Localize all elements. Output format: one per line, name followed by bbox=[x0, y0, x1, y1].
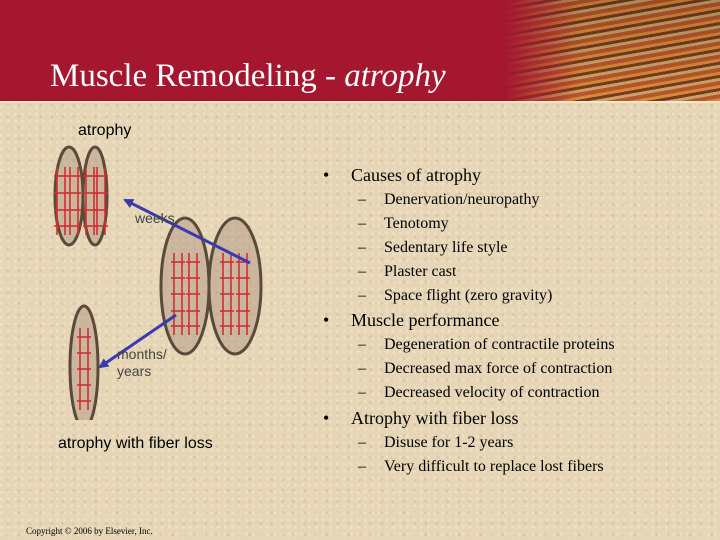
sub-bullet: – Denervation/neuropathy bbox=[358, 191, 540, 208]
sub-bullet: – Sedentary life style bbox=[358, 239, 508, 256]
sub-bullet: – Tenotomy bbox=[358, 215, 449, 232]
bullet-performance: • Muscle performance bbox=[323, 310, 500, 330]
sub-bullet: – Plaster cast bbox=[358, 263, 457, 280]
label-months-years bbox=[117, 346, 167, 380]
slide-title-main: Muscle Remodeling - bbox=[50, 58, 345, 94]
muscle-fiber bbox=[209, 218, 261, 354]
decorative-texture-image bbox=[505, 0, 720, 103]
sub-bullet: – Space flight (zero gravity) bbox=[358, 287, 553, 304]
sub-bullet: – Disuse for 1-2 years bbox=[358, 434, 514, 451]
label-weeks: weeks bbox=[135, 210, 175, 226]
label-years: years bbox=[117, 363, 152, 379]
muscle-fiber bbox=[70, 306, 98, 420]
sub-bullet: – Decreased max force of contraction bbox=[358, 360, 613, 377]
sub-bullet: – Degeneration of contractile proteins bbox=[358, 336, 615, 353]
slide-title-italic: atrophy bbox=[344, 58, 446, 94]
label-months: months/ bbox=[117, 346, 167, 362]
bullet-causes: • Causes of atrophy bbox=[323, 165, 481, 185]
label-atrophy: atrophy bbox=[78, 122, 132, 139]
bullet-fiber-loss: • Atrophy with fiber loss bbox=[323, 408, 519, 428]
label-atrophy-fiber-loss: atrophy with fiber loss bbox=[58, 435, 213, 452]
sub-bullet: – Decreased velocity of contraction bbox=[358, 384, 600, 401]
copyright: Copyright © 2006 by Elsevier, Inc. bbox=[26, 526, 153, 536]
muscle-fiber bbox=[55, 147, 83, 245]
sub-bullet: – Very difficult to replace lost fibers bbox=[358, 458, 604, 475]
